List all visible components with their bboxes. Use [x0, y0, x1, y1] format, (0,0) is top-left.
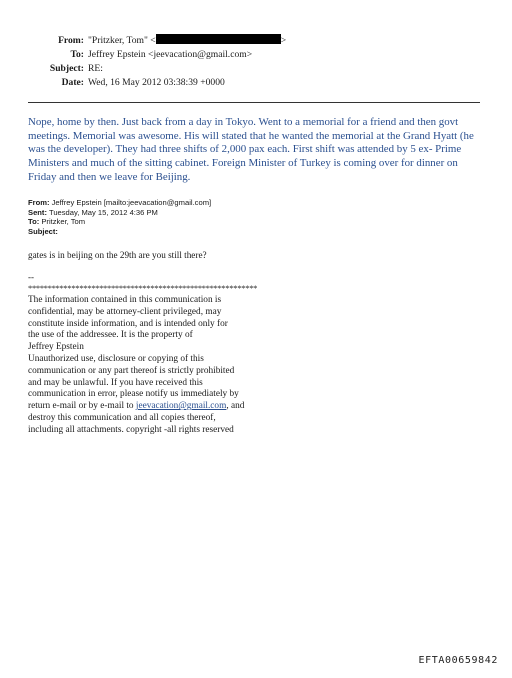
from-close: > — [280, 35, 287, 46]
document-id: EFTA00659842 — [418, 655, 498, 666]
date-value: Wed, 16 May 2012 03:38:39 +0000 — [88, 77, 225, 88]
header-divider — [28, 102, 480, 103]
reply-body: Nope, home by then. Just back from a day in Tokyo. Went to a memorial for a friend and then govt meetings. Memorial was awesome. His will stated that he wanted the memorial at the Grand Hyatt (he was the developer). They had three shifts of 2,000 pax each. First shift was attended by 5 ex- Prime Ministers and much of the sitting cabinet. Foreign Minister of Turkey is coming over for dinner on Friday and then we leave for Beijing. — [28, 116, 474, 183]
disclaimer-line — [28, 401, 328, 413]
quoted-from-row — [28, 198, 211, 208]
disclaimer-line: Jeffrey Epstein — [28, 342, 84, 353]
disclaimer-line: The information contained in this communication is — [28, 295, 222, 305]
disclaimer-line: Unauthorized use, disclosure or copying of this — [28, 353, 204, 364]
quoted-to-row — [28, 217, 211, 227]
to-value: Jeffrey Epstein <jeevacation@gmail.com> — [88, 49, 253, 60]
from-row — [24, 34, 286, 47]
date-row — [24, 76, 225, 89]
quoted-sent-value: Tuesday, May 15, 2012 4:36 PM — [46, 207, 158, 217]
from-label: From: — [58, 35, 84, 46]
disclaimer — [28, 295, 328, 437]
disclaimer-line10-prefix: return e-mail or by e-mail to — [28, 401, 136, 412]
to-label: To: — [70, 49, 84, 60]
quoted-to-label: To: — [28, 217, 40, 227]
disclaimer-line: communication or any part thereof is strictly prohibited — [28, 365, 235, 376]
disclaimer-line: communication in error, please notify us immediately by — [28, 389, 239, 400]
to-row — [24, 48, 252, 61]
quoted-subject-row — [28, 227, 211, 237]
disclaimer-line: confidential, may be attorney-client privileged, may — [28, 306, 222, 317]
quoted-to-value: Pritzker, Tom — [39, 217, 86, 227]
quoted-subject-label: Subject: — [28, 226, 58, 236]
redaction-bar — [156, 34, 281, 44]
disclaimer-line: constitute inside information, and is intended only for — [28, 318, 228, 329]
stars-line: ********************************************************** — [28, 283, 258, 293]
disclaimer-line: destroy this communication and all copies thereof, — [28, 412, 216, 423]
date-label: Date: — [61, 77, 84, 88]
disclaimer-line: the use of the addressee. It is the property of — [28, 330, 193, 341]
signature-separator: -- — [28, 272, 34, 282]
quoted-from-label: From: — [28, 198, 50, 207]
email-link[interactable]: jeevacation@gmail.com — [135, 401, 227, 412]
disclaimer-line: including all attachments. copyright -all rights reserved — [28, 424, 234, 435]
disclaimer-line: and may be unlawful. If you have received this — [28, 377, 203, 388]
disclaimer-line10-suffix: , and — [226, 401, 245, 412]
quoted-from-value: Jeffrey Epstein [mailto:jeevacation@gmail.com] — [49, 198, 212, 207]
quoted-header — [28, 198, 211, 236]
subject-value: RE: — [88, 63, 103, 74]
subject-row — [24, 62, 103, 75]
from-value: "Pritzker, Tom" < — [88, 35, 156, 46]
quoted-body: gates is in beijing on the 29th are you still there? — [28, 250, 207, 260]
subject-label: Subject: — [49, 63, 84, 74]
quoted-sent-row — [28, 208, 211, 218]
quoted-sent-label: Sent: — [28, 207, 47, 217]
